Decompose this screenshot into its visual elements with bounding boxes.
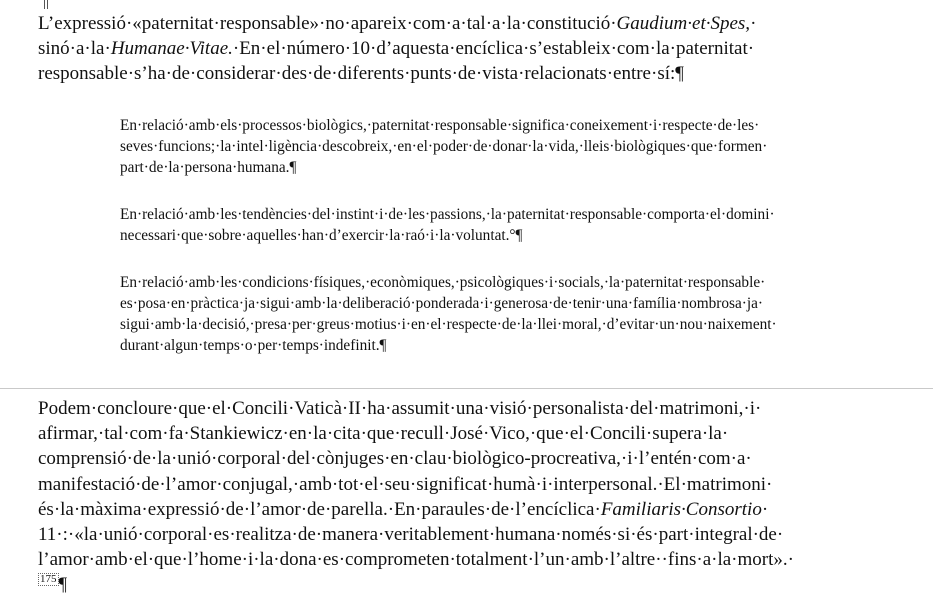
footnote-reference[interactable]: 175: [40, 573, 57, 586]
quote-paragraph-instinct[interactable]: [120, 204, 874, 246]
intro-line-3: responsable·s’ha·de·considerar·des·de·diferents·punts·de·vista·relacionats·entre·sí:¶: [38, 63, 684, 85]
conclusion-line-4: manifestació·de·l’amor·conjugal,·amb·tot·el·seu·significat·humà·i·interpersonal.·El·matrimoni·: [38, 473, 773, 495]
conclusion-line-1: Podem·concloure·que·el·Concili·Vaticà·II·ha·assumit·una·visió·personalista·del·matrimoni,·i·: [38, 398, 762, 419]
quote1-line-2: seves·funcions;·la·intel·ligència·descobreix,·en·el·poder·de·donar·la·vida,·lleis·biològiques·que·formen·: [120, 138, 768, 155]
quote1-line-3: part·de·la·persona·humana.¶: [120, 159, 297, 176]
quote3-line-2: es·posa·en·pràctica·ja·sigui·amb·la·deliberació·ponderada·i·generosa·de·tenir·una·família·nombrosa·ja·: [120, 295, 763, 312]
quote-paragraph-biological[interactable]: [120, 115, 874, 178]
conclusion-line-7: l’amor·amb·el·que·l’home·i·la·dona·es·comprometen·totalment·l’un·amb·l’altre··fins·a·la·mort».·: [38, 549, 794, 571]
quote2-line-1: En·relació·amb·les·tendències·del·instint·i·de·les·passions,·la·paternitat·responsable·comporta·el·domini·: [120, 206, 775, 223]
quote1-line-1: En·relació·amb·els·processos·biològics,·paternitat·responsable·significa·coneixement·i·respecte·de·les·: [120, 117, 760, 134]
conclusion-paragraph[interactable]: [38, 396, 875, 598]
intro-line-1: L’expressió·«paternitat·responsable»·no·apareix·com·a·tal·a·la·constitució·Gaudium·et·Spes,·: [38, 13, 757, 34]
quote2-line-2: necessari·que·sobre·aquelles·han·d’exercir·la·raó·i·la·voluntat.°¶: [120, 227, 523, 244]
quote3-line-3: sigui·amb·la·decisió,·presa·per·greus·motius·i·en·el·respecte·de·la·llei·moral,·d’evitar·un·nou·naixement·: [120, 316, 777, 333]
document-page-bottom[interactable]: [0, 389, 933, 603]
conclusion-line-2: afirmar,·tal·com·fa·Stankiewicz·en·la·cita·que·recull·José·Vico,·que·el·Concili·supera·la·: [38, 423, 729, 445]
quote-paragraph-conditions[interactable]: [120, 272, 874, 356]
pilcrow-mark: ¶: [58, 574, 68, 596]
quote3-line-4: durant·algun·temps·o·per·temps·indefinit.¶: [120, 337, 387, 354]
conclusion-line-8: [38, 572, 875, 597]
quote3-line-1: En·relació·amb·les·condicions·físiques,·econòmiques,·psicològiques·i·socials,·la·paternitat·responsable·: [120, 274, 766, 291]
conclusion-line-5: és·la·màxima·expressió·de·l’amor·de·parella.·En·paraules·de·l’encíclica·Familiaris·Consortio·: [38, 498, 769, 520]
intro-paragraph[interactable]: [38, 11, 875, 87]
conclusion-line-3: comprensió·de·la·unió·corporal·del·cònjuges·en·clau·biològico-procreativa,·i·l’entén·com·a·: [38, 448, 752, 470]
intro-line-2: sinó·a·la·Humanae·Vitae.·En·el·número·10·d’aquesta·encíclica·s’estableix·com·la·paternitat·: [38, 38, 755, 60]
conclusion-line-6: 11·:·«la·unió·corporal·es·realitza·de·manera·veritablement·humana·només·si·és·part·integral·de·: [38, 524, 784, 546]
